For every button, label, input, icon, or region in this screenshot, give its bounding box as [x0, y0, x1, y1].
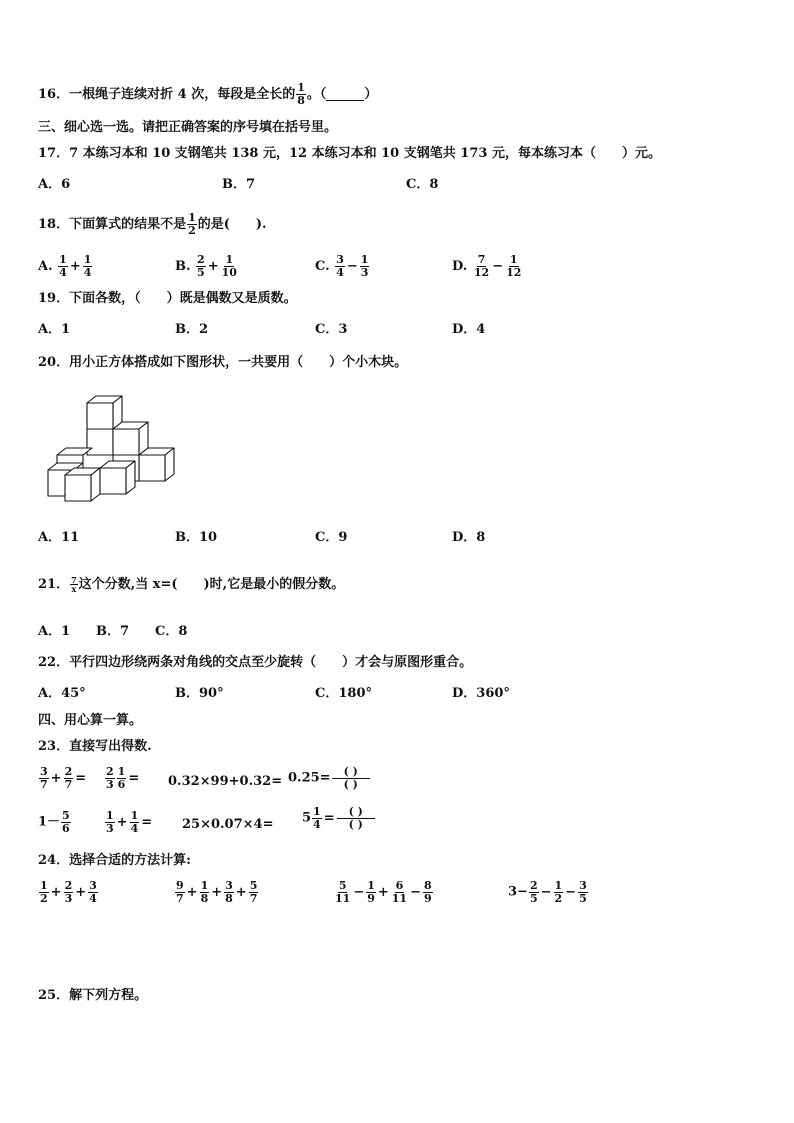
q23-expr-2: $\frac{2}{3}$ $\frac{1}{6}$ = — [106, 765, 140, 791]
fraction: $\frac{1}{3}$ — [360, 253, 369, 279]
q22-option-c[interactable]: C．180° — [315, 686, 372, 701]
q18-option-c[interactable] — [315, 254, 370, 279]
fraction: $\frac{7}{12}$ — [473, 253, 490, 279]
operator: − — [346, 258, 358, 274]
q23-expr-1: $\frac{3}{7}$ + $\frac{2}{7}$ = — [40, 765, 87, 791]
q24-expr-2: $\frac{9}{7}$ + $\frac{1}{8}$ + $\frac{3}{8}$ + $\frac{5}{7}$ — [176, 879, 258, 905]
q16-frac-num: 1 — [297, 81, 305, 94]
fraction: $\frac{2}{5}$ — [197, 253, 205, 279]
q25-text: 25．解下列方程。 — [38, 988, 148, 1003]
q17-text: 17．7 本练习本和 10 支钢笔共 138 元，12 本练习本和 10 支钢笔共 173 元，每本练习本（ ）元。 — [38, 146, 661, 161]
q17-option-a[interactable]: A．6 — [38, 177, 71, 192]
q20-cube-figure — [40, 392, 185, 512]
q23-text: 23．直接写出得数. — [38, 739, 152, 754]
q23-expr-7: 25×0.07×4= — [182, 817, 274, 832]
q20-option-b[interactable]: B．10 — [175, 530, 218, 545]
q23-expr-4: 0.25= $\frac{( )}{( )}$ — [288, 766, 371, 791]
q19-option-b[interactable]: B．2 — [175, 322, 209, 337]
operator: − — [492, 258, 504, 274]
q23-expr-5: 1－ $\frac{5}{6}$ — [38, 809, 70, 835]
cube-back-right — [139, 448, 174, 481]
q24-text: 24．选择合适的方法计算: — [38, 853, 191, 868]
q21-fraction: $\frac{7}{x}$ — [71, 575, 77, 594]
q16-answer-blank[interactable] — [326, 88, 364, 101]
q21-option-a[interactable]: A．1 — [38, 624, 71, 639]
q21-option-c[interactable]: C．8 — [155, 624, 188, 639]
q21-number: 21． — [38, 577, 70, 592]
q20-option-c[interactable]: C．9 — [315, 530, 348, 545]
fraction: $\frac{3}{4}$ — [336, 253, 344, 279]
q16-frac-den: 8 — [297, 94, 305, 107]
q20-option-d[interactable]: D．8 — [452, 530, 486, 545]
q19-option-c[interactable]: C．3 — [315, 322, 348, 337]
q23-expr-6: $\frac{1}{3}$ + $\frac{1}{4}$ = — [106, 809, 153, 835]
q18-option-a[interactable] — [38, 254, 93, 279]
q18-suffix: 的是( ). — [197, 217, 267, 232]
q22-option-b[interactable]: B．90° — [175, 686, 224, 701]
q18 — [38, 212, 267, 237]
q18-option-b[interactable] — [175, 254, 239, 279]
cube-mid-right — [113, 422, 148, 455]
q18-option-d[interactable] — [452, 254, 523, 279]
operator: + — [69, 258, 81, 274]
fraction: $\frac{1}{4}$ — [83, 253, 92, 279]
q20-option-a[interactable]: A．11 — [38, 530, 80, 545]
q17-option-b[interactable]: B．7 — [222, 177, 256, 192]
q21-text: 这个分数,当 x=( )时,它是最小的假分数。 — [78, 577, 345, 592]
q18-fraction — [187, 212, 197, 237]
fraction: $\frac{1}{4}$ — [59, 253, 67, 279]
option-label: D. — [452, 259, 468, 274]
q22-option-a[interactable]: A．45° — [38, 686, 86, 701]
q16-suffix-a: 。（ — [306, 87, 327, 102]
q21-option-b[interactable]: B．7 — [96, 624, 130, 639]
option-label: B. — [175, 259, 191, 274]
option-label: A. — [38, 259, 53, 274]
q19-text: 19．下面各数，（ ）既是偶数又是质数。 — [38, 291, 297, 306]
q17-option-c[interactable]: C．8 — [406, 177, 439, 192]
section-3-heading: 三、细心选一选。请把正确答案的序号填在括号里。 — [38, 120, 338, 135]
q24-expr-3: $\frac{5}{11}$ − $\frac{1}{9}$ + $\frac{6}{11}$ − $\frac{8}{9}$ — [335, 879, 432, 905]
q23-expr-8: 5 $\frac{1}{4}$ = $\frac{( )}{( )}$ — [302, 806, 376, 831]
q18-frac-num: 1 — [188, 211, 196, 224]
q16-fraction — [296, 82, 306, 107]
q16-prefix: 16．一根绳子连续对折 4 次，每段是全长的 — [38, 87, 296, 102]
cube-front-right — [100, 461, 135, 494]
q21 — [38, 576, 344, 593]
q22-text: 22．平行四边形绕两条对角线的交点至少旋转（ ）才会与原图形重合。 — [38, 655, 473, 670]
q18-frac-den: 2 — [188, 224, 196, 237]
q24-expr-4: 3− $\frac{2}{5}$ − $\frac{1}{2}$ − $\frac{3}{5}$ — [508, 879, 587, 905]
option-label: C. — [315, 259, 330, 274]
fraction: $\frac{1}{10}$ — [221, 253, 237, 279]
q20-text: 20．用小正方体搭成如下图形状，一共要用（ ）个小木块。 — [38, 355, 408, 370]
q19-option-a[interactable]: A．1 — [38, 322, 71, 337]
cube-top — [87, 396, 122, 429]
cube-front-mid — [65, 468, 100, 501]
cube-mid-left — [87, 429, 113, 455]
q23-expr-3: 0.32×99+0.32= — [168, 774, 283, 789]
q16-suffix-b: ） — [364, 87, 378, 102]
q22-option-d[interactable]: D．360° — [452, 686, 510, 701]
q18-prefix: 18．下面算式的结果不是 — [38, 217, 187, 232]
operator: + — [207, 258, 219, 274]
q24-expr-1: $\frac{1}{2}$ + $\frac{2}{3}$ + $\frac{3}{4}$ — [40, 879, 97, 905]
q16 — [38, 82, 377, 107]
section-4-heading: 四、用心算一算。 — [38, 713, 143, 728]
q19-option-d[interactable]: D．4 — [452, 322, 486, 337]
fraction: $\frac{1}{12}$ — [506, 253, 522, 279]
